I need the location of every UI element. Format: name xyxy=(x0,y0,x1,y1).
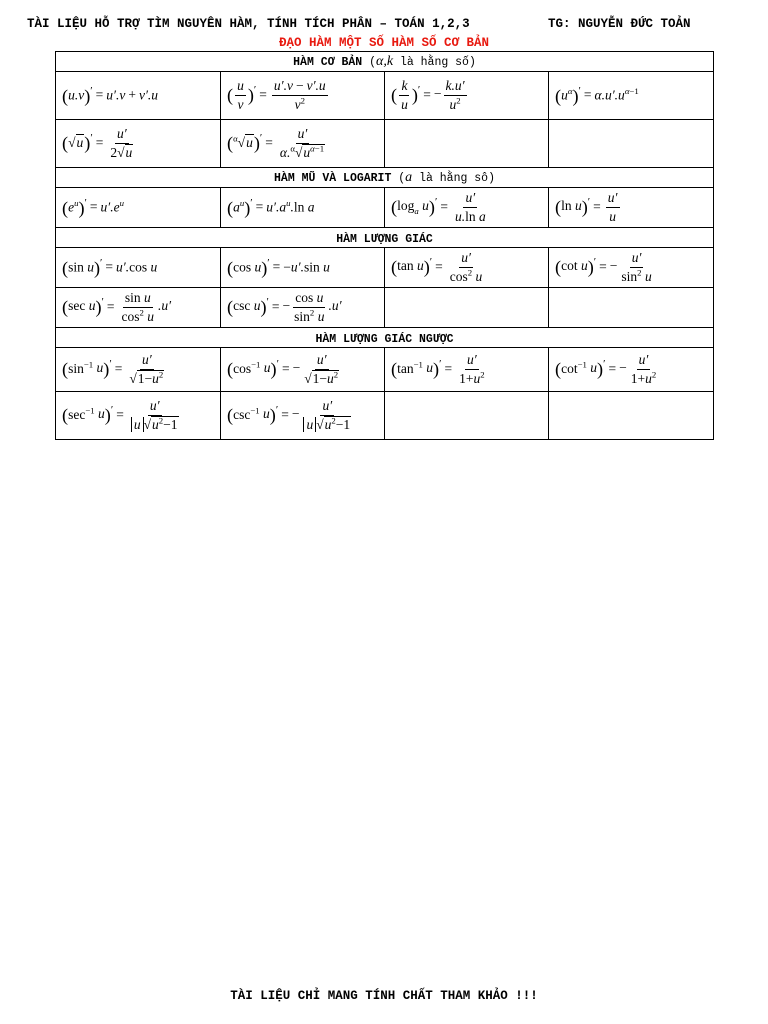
section-header-trig xyxy=(56,228,714,248)
formula-product-rule: (u.v)′ = u′.v + v′.u xyxy=(56,72,221,120)
formula-quotient-rule: ( $\frac{u}{v}$ )′ = $\frac{u'.v - v'.u}{v^2}$ xyxy=(221,72,385,120)
section-title: HÀM CƠ BẢN xyxy=(293,56,363,69)
formula-row xyxy=(56,392,714,440)
constants-symbols: α,k xyxy=(375,54,394,69)
empty-cell xyxy=(549,392,714,440)
constants-symbols: a xyxy=(405,170,413,185)
footer-disclaimer: TÀI LIỆU CHỈ MANG TÍNH CHẤT THAM KHẢO !!! xyxy=(230,989,538,1003)
formula-row xyxy=(56,120,714,168)
empty-cell xyxy=(549,288,714,328)
formula-arctan: ($\tan^{-1}$ u)′ = $\frac{u'}{1+u^2}$ xyxy=(385,348,549,392)
formula-row xyxy=(56,72,714,120)
formula-row xyxy=(56,288,714,328)
section-title: HÀM LƯỢNG GIÁC NGƯỢC xyxy=(315,332,454,346)
derivative-formula-table xyxy=(55,51,714,440)
formula-row xyxy=(56,348,714,392)
section-row-trig xyxy=(56,228,714,248)
empty-cell xyxy=(549,120,714,168)
formula-row xyxy=(56,188,714,228)
section-row-basic xyxy=(56,52,714,72)
formula-log-a: ($\log_a$ u)′ = $\frac{u'}{\text{u.ln a}}$ xyxy=(385,188,549,228)
formula-arcsin: ($\sin^{-1}$ u)′ = $\frac{u'}{√1-u^2}$ xyxy=(56,348,221,392)
section-title: HÀM LƯỢNG GIÁC xyxy=(336,232,433,246)
formula-arccot: ($\cot^{-1}$ u)′ = − $\frac{u'}{1+u^2}$ xyxy=(549,348,714,392)
section-header-exp-log: HÀM MŨ VÀ LOGARIT (a là hằng sô) xyxy=(56,168,714,188)
formula-nth-root: ($^\alpha$√u)′ = $\frac{u'}{\alpha.^\alpha√u^{\alpha-1}}$ xyxy=(221,120,385,168)
section-row-exp-log xyxy=(56,168,714,188)
formula-sin: (sin u)′ = u′.cos u xyxy=(56,248,221,288)
section-title: HÀM MŨ VÀ LOGARIT xyxy=(274,172,392,185)
formula-k-over-u: ( $\frac{k}{u}$ )′ = − $\frac{k.u'}{u^2}$ xyxy=(385,72,549,120)
formula-sec: (sec u)′ = $\frac{\text{sin u}}{\cos^2 u}$ .u′ xyxy=(56,288,221,328)
section-header-basic: HÀM CƠ BẢN (α,k là hằng số) xyxy=(56,52,714,72)
document-title: TÀI LIỆU HỖ TRỢ TÌM NGUYÊN HÀM, TÍNH TÍCH PHÂN – TOÁN 1,2,3 xyxy=(27,17,470,31)
formula-exp-a: $(a^u)' = u'.a^u.\ln$ a xyxy=(221,188,385,228)
formula-sqrt: (√u)′ = $\frac{u'}{2√u}$ xyxy=(56,120,221,168)
empty-cell xyxy=(385,392,549,440)
formula-csc: (csc u)′ = − $\frac{\text{cos u}}{\sin^2 u}$ .u′ xyxy=(221,288,385,328)
section-row-inverse-trig xyxy=(56,328,714,348)
formula-exp-e: $(e^u)' = u'.e^u$ xyxy=(56,188,221,228)
formula-ln: (ln u)′ = $\frac{u'}{u}$ xyxy=(549,188,714,228)
formula-arccsc: ($\csc^{-1}$ u)′ = − $\frac{u'}{u √u^2-1}$ xyxy=(221,392,385,440)
formula-cot: (cot u)′ = − $\frac{u'}{\sin^2 u}$ xyxy=(549,248,714,288)
formula-power-rule: $(u^\alpha)' = \alpha.u'.u^{\alpha-1}$ xyxy=(549,72,714,120)
document-header xyxy=(0,17,768,33)
empty-cell xyxy=(385,120,549,168)
formula-cos: (cos u)′ = −u′.sin u xyxy=(221,248,385,288)
page-subtitle: ĐẠO HÀM MỘT SỐ HÀM SỐ CƠ BẢN xyxy=(278,36,490,50)
formula-tan: (tan u)′ = $\frac{u'}{\cos^2 u}$ xyxy=(385,248,549,288)
formula-row xyxy=(56,248,714,288)
section-header-inverse-trig xyxy=(56,328,714,348)
formula-arcsec: ($\sec^{-1}$ u)′ = $\frac{u'}{u √u^2-1}$ xyxy=(56,392,221,440)
empty-cell xyxy=(385,288,549,328)
formula-arccos: ($\cos^{-1}$ u)′ = − $\frac{u'}{√1-u^2}$ xyxy=(221,348,385,392)
author-credit: TG: NGUYỄN ĐỨC TOẢN xyxy=(548,17,691,31)
